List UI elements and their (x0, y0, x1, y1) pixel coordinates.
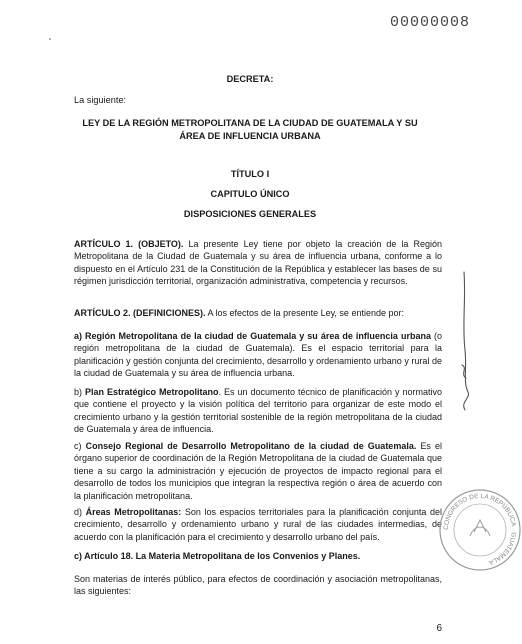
official-seal-icon (438, 488, 522, 572)
law-title: LEY DE LA REGIÓN METROPOLITANA DE LA CIUDAD DE GUATEMALA Y SU ÁREA DE INFLUENCIA URBANA (82, 118, 418, 141)
definition-b-label: Plan Estratégico Metropolitano (85, 387, 219, 397)
article-18-label: c) Artículo 18. La Materia Metropolitana de los Convenios y Planes. (74, 551, 361, 561)
capitulo-heading: CAPITULO ÚNICO (210, 189, 290, 199)
article-2 (74, 307, 442, 319)
stamp-number: 00000008 (389, 14, 470, 31)
definition-c-prefix: c) (74, 441, 86, 451)
article-18-heading (74, 550, 442, 562)
titulo-heading: TÍTULO I (230, 169, 270, 179)
article-2-label: ARTÍCULO 2. (DEFINICIONES). (74, 308, 206, 318)
page-number: 6 (436, 623, 442, 634)
seal-text: CONGRESO DE LA REPÚBLICA · GUATEMALA (442, 492, 518, 566)
signature-mark (450, 270, 480, 420)
definition-b-prefix: b) (74, 387, 85, 397)
article-2-text: A los efectos de la presente Ley, se entiende por: (205, 308, 404, 318)
scan-speck (49, 38, 51, 40)
definition-b-text: . Es un documento técnico de planificación y normativo que contiene el proyecto y la visión política del territorio para organizar de este modo el crecimiento urbano y la gestión territorial sostenible de la región metropolitana de la ciudad de Guatemala y área de influencia. (74, 387, 442, 435)
definition-d (74, 506, 442, 543)
definition-c-label: Consejo Regional de Desarrollo Metropolitano de la ciudad de Guatemala. (85, 441, 417, 451)
definition-d-prefix: d) (74, 507, 86, 517)
lead-text: La siguiente: (74, 95, 127, 105)
definition-a-text: (o región metropolitana de la ciudad de Guatemala). Es el espacio territorial para la planificación y gestión conjunta del crecimiento, desarrollo y ordenamiento urbano y rural de la ciudad de Guatemala y su área de influencia urbana. (74, 331, 442, 379)
definition-a-label: a) Región Metropolitana de la ciudad de Guatemala y su área de influencia urbana (74, 331, 431, 341)
article-1-label: ARTÍCULO 1. (OBJETO). (74, 239, 184, 249)
definition-c (74, 440, 442, 502)
definition-c-text: Es el órgano superior de coordinación de la Región Metropolitana de la ciudad de Guatemala que tiene a su cargo la administración y ejecución de proyectos de impacto regional para el desarrollo de todos los municipios que integran la respectiva región o área de acuerdo con la planificación metropolitana. (74, 441, 443, 501)
definition-d-label: Áreas Metropolitanas: (85, 507, 182, 517)
decreta-heading: DECRETA: (226, 74, 274, 84)
article-1 (74, 238, 442, 288)
disposiciones-heading: DISPOSICIONES GENERALES (183, 209, 317, 219)
closing-paragraph: Son materias de interés público, para efectos de coordinación y asociación metropolitanas, las siguientes: (74, 574, 442, 597)
article-1-text: La presente Ley tiene por objeto la creación de la Región Metropolitana de la Ciudad de Guatemala y su área de influencia urbana, conforme a lo dispuesto en el Artículo 231 de la Constitución de la República y establecer las bases de su régimen jurisdicción territorial, organización administrativa, competencia y recursos. (74, 239, 443, 287)
definition-a (74, 330, 442, 380)
definition-b (74, 386, 442, 436)
definition-d-text: Son los espacios territoriales para la planificación conjunta del crecimiento, desarrollo y ordenamiento urbano y rural de las ciudades intermedias, de acuerdo con la planificación para el crecimiento y desarrollo urbano del país. (74, 507, 442, 542)
